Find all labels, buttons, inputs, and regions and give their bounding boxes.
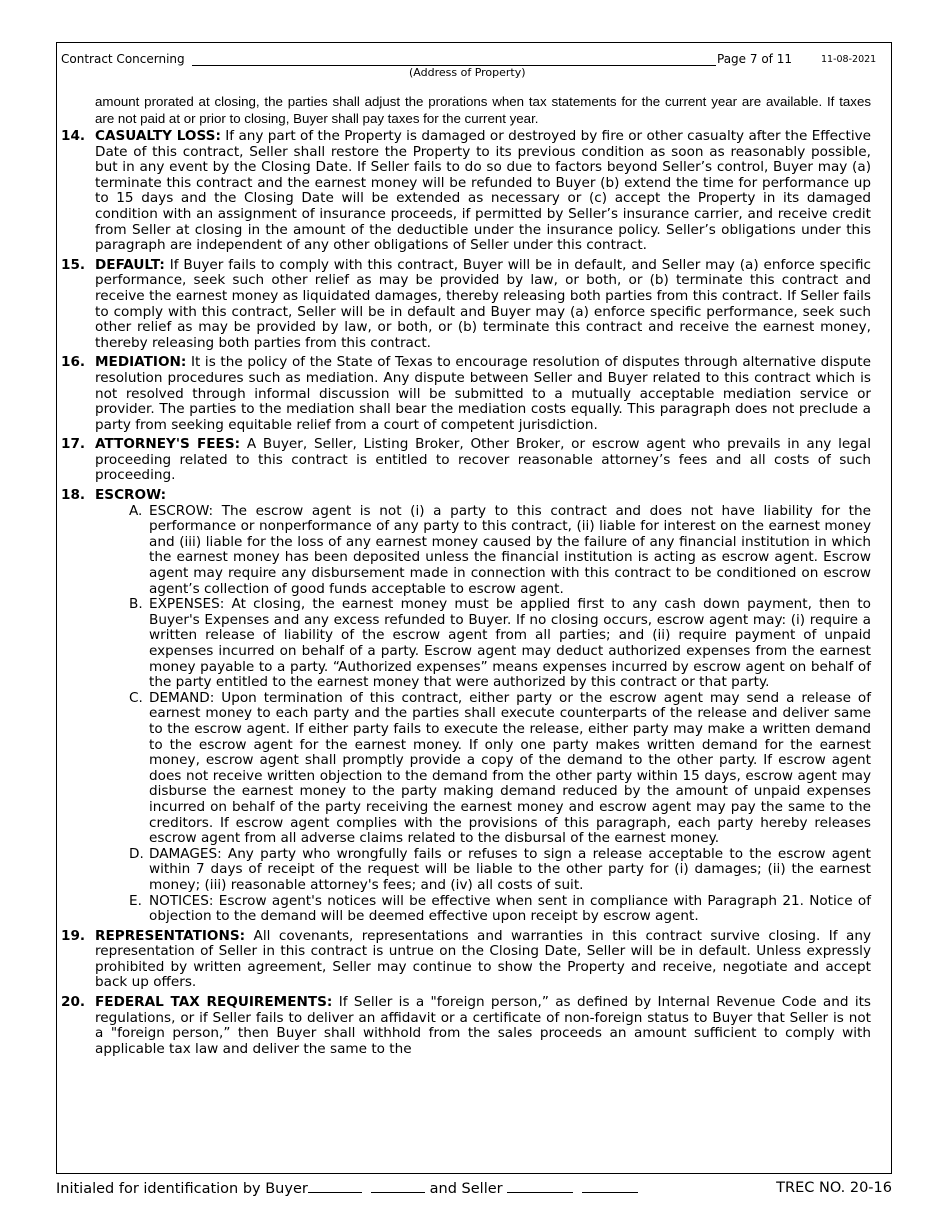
paragraph <box>61 437 871 484</box>
contract-concerning-label: Contract Concerning <box>61 52 185 66</box>
buyer-initial-2[interactable] <box>371 1180 425 1193</box>
lead-text: amount prorated at closing, the parties shall adjust the prorations when tax statements for the current year are available. If taxes are not paid at or prior to closing, Buyer shall pay taxes for the current year. <box>95 94 871 126</box>
subparagraph-text: EXPENSES: At closing, the earnest money must be applied first to any cash down payment, then to Buyer's Expenses and any excess refunded to Buyer. If no closing occurs, escrow agent may: (i) require a written release of liability of the escrow agent from all parties; and (ii) require payment of unpaid expenses incurred on behalf of a party. Escrow agent may deduct authorized expenses from the earnest money payable to a party. “Authorized expenses” means expenses incurred by escrow agent on behalf of the party entitled to the earnest money that were authorized by this contract or that party. <box>149 596 871 691</box>
paragraph <box>61 258 871 352</box>
and-seller-label: and Seller <box>429 1181 503 1197</box>
escrow-subparagraph <box>95 847 871 894</box>
subparagraph-letter: D. <box>129 845 144 862</box>
paragraph-number: 19. <box>61 927 86 944</box>
buyer-initial-1[interactable] <box>308 1180 362 1193</box>
paragraph-text: If any part of the Property is damaged or destroyed by fire or other casualty after the Effective Date of this contract, Seller shall restore the Property to its previous condition as soon as reasonably possible, but in any event by the Closing Date. If Seller fails to do so due to factors beyond Seller’s control, Buyer may (a) terminate this contract and the earnest money will be refunded to Buyer (b) extend the time for performance up to 15 days and the Closing Date will be extended as necessary or (c) accept the Property in its damaged condition with an assignment of insurance proceeds, if permitted by Seller’s insurance carrier, and receive credit from Seller at closing in the amount of the deductible under the insurance policy. Seller’s obligations under this paragraph are independent of any other obligations of Seller under this contract. <box>95 128 872 254</box>
paragraph <box>61 129 871 254</box>
page-number: Page 7 of 11 <box>717 52 792 66</box>
paragraph-heading: ATTORNEY'S FEES: <box>95 436 241 453</box>
paragraph <box>61 995 871 1057</box>
paragraph-heading: FEDERAL TAX REQUIREMENTS: <box>95 994 333 1011</box>
paragraph-number: 16. <box>61 354 86 371</box>
paragraph-escrow <box>61 488 871 925</box>
subparagraph-text: ESCROW: The escrow agent is not (i) a party to this contract and does not have liability for the performance or nonperformance of any party to this contract, (ii) liable for interest on the earnest money and (iii) liable for the loss of any earnest money caused by the failure of any financial institution in which the earnest money has been deposited unless the financial institution is acting as escrow agent. Escrow agent may require any disbursement made in connection with this contract to be conditioned on escrow agent’s collection of good funds acceptable to escrow agent. <box>149 502 871 597</box>
subparagraph-letter: A. <box>129 502 143 519</box>
paragraph-heading: ESCROW: <box>95 487 167 504</box>
escrow-subparagraph <box>95 597 871 691</box>
paragraph-text: All covenants, representations and warranties in this contract survive closing. If any representation of Seller in this contract is untrue on the Closing Date, Seller will be in default. Unless expressly prohibited by written agreement, Seller may continue to show the Property and receive, negotiate and accept back up offers. <box>95 927 871 991</box>
page-header <box>61 50 887 86</box>
paragraph <box>61 355 871 433</box>
escrow-subparagraph <box>95 504 871 598</box>
paragraph <box>61 929 871 991</box>
subparagraph-letter: E. <box>129 892 142 909</box>
form-date: 11-08-2021 <box>821 54 877 65</box>
initialed-label: Initialed for identification by Buyer <box>56 1181 308 1197</box>
paragraph-number: 18. <box>61 487 86 504</box>
paragraph-text: If Buyer fails to comply with this contract, Buyer will be in default, and Seller may (a) enforce specific performance, seek such other relief as may be provided by law, or both, or (b) terminate this contract and receive the earnest money as liquidated damages, thereby releasing both parties from this contract. If Seller fails to comply with this contract, Seller will be in default and Buyer may (a) enforce specific performance, seek such other relief as may be provided by law, or both, or (b) terminate this contract and receive the earnest money, thereby releasing both parties from this contract. <box>95 256 871 351</box>
seller-initial-2[interactable] <box>582 1180 638 1193</box>
subparagraph-text: DEMAND: Upon termination of this contract, either party or the escrow agent may send a release of earnest money to each party and the parties shall execute counterparts of the release and deliver same to the escrow agent. If either party fails to execute the release, either party may make a written demand to the escrow agent for the earnest money. If only one party makes written demand for the earnest money, escrow agent shall promptly provide a copy of the demand to the other party. If escrow agent does not receive written objection to the demand from the other party within 15 days, escrow agent may disburse the earnest money to the party making demand reduced by the amount of unpaid expenses incurred on behalf of the party receiving the earnest money and escrow agent may pay the same to the creditors. If escrow agent complies with the provisions of this paragraph, each party hereby releases escrow agent from all adverse claims related to the disbursal of the earnest money. <box>149 689 871 847</box>
address-caption: (Address of Property) <box>409 66 526 79</box>
paragraph-number: 20. <box>61 994 86 1011</box>
paragraph-text: If Seller is a "foreign person,” as defined by Internal Revenue Code and its regulations, or if Seller fails to deliver an affidavit or a certificate of non-foreign status to Buyer that Seller is not a "foreign person,” then Buyer shall withhold from the sales proceeds an amount sufficient to comply with applicable tax law and deliver the same to the <box>95 994 872 1057</box>
trec-number: TREC NO. 20-16 <box>776 1180 892 1196</box>
seller-initial-1[interactable] <box>507 1180 573 1193</box>
subparagraph-text: NOTICES: Escrow agent's notices will be effective when sent in compliance with Paragraph 21. Notice of objection to the demand will be deemed effective upon receipt by escrow agent. <box>149 892 871 925</box>
subparagraph-letter: C. <box>129 689 143 706</box>
paragraph-number: 15. <box>61 256 86 273</box>
subparagraph-text: DAMAGES: Any party who wrongfully fails or refuses to sign a release acceptable to the escrow agent within 7 days of receipt of the request will be liable to the other party for (i) damages; (ii) the earnest money; (iii) reasonable attorney's fees; and (iv) all costs of suit. <box>149 845 871 893</box>
paragraph-heading: DEFAULT: <box>95 256 165 273</box>
initials-line <box>56 1180 638 1197</box>
paragraph-heading: CASUALTY LOSS: <box>95 128 221 144</box>
escrow-subparagraph <box>95 691 871 847</box>
paragraph-heading: REPRESENTATIONS: <box>95 927 246 944</box>
paragraph-number: 14. <box>61 128 86 144</box>
paragraph-text: A Buyer, Seller, Listing Broker, Other Broker, or escrow agent who prevails in any legal proceeding related to this contract is entitled to recover reasonable attorney’s fees and all costs of such proceeding. <box>95 436 871 484</box>
paragraph-text: It is the policy of the State of Texas to encourage resolution of disputes through alternative dispute resolution procedures such as mediation. Any dispute between Seller and Buyer related to this contract which is not resolved through informal discussion will be submitted to a mutually acceptable mediation service or provider. The parties to the mediation shall bear the mediation costs equally. This paragraph does not preclude a party from seeking equitable relief from a court of competent jurisdiction. <box>95 354 871 433</box>
subparagraph-letter: B. <box>129 596 143 613</box>
contract-body <box>61 93 871 1061</box>
escrow-subparagraph <box>95 894 871 925</box>
paragraph-number: 17. <box>61 436 86 453</box>
paragraph-heading: MEDIATION: <box>95 354 187 371</box>
